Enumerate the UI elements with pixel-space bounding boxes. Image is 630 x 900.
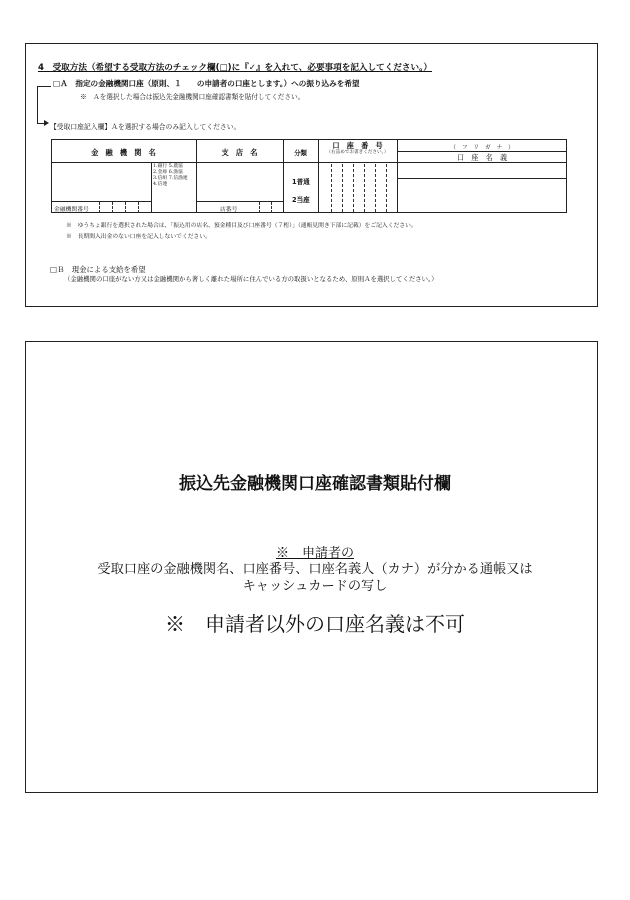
furigana-input[interactable]: [398, 163, 566, 177]
attachment-desc-line2: キャッシュカードの写し: [242, 579, 388, 594]
option-b-checkbox-label[interactable]: □Ｂ 現金による支給を希望: [50, 265, 146, 274]
note-dormant: ※ 長期間入出金のない口座を記入しないでください。: [66, 234, 211, 240]
type-current[interactable]: 2当座: [292, 196, 310, 204]
account-number-input[interactable]: [319, 163, 396, 212]
option-a-checkbox-label[interactable]: □Ａ 指定の金融機関口座（原則、１ の申請者の口座とします。）への振り込みを希望: [53, 79, 360, 88]
digit-divider: [99, 202, 100, 213]
digit-divider: [138, 202, 139, 213]
type-ordinary[interactable]: 1普通: [292, 178, 310, 186]
table-divider: [196, 201, 283, 202]
bank-type-credit-fed[interactable]: 4.信連: [153, 182, 168, 187]
branch-name-input[interactable]: [197, 163, 282, 200]
section-title: 4 受取方法（希望する受取方法のチェック欄(□)に『✓』を入れて、必要事項を記入してください。）: [38, 63, 432, 73]
header-furigana: （ フ リ ガ ナ ）: [450, 145, 514, 151]
digit-divider: [271, 202, 272, 213]
header-type: 分類: [294, 149, 307, 157]
header-account-holder: 口 座 名 義: [456, 153, 508, 162]
header-branch-name: 支 店 名: [221, 148, 258, 157]
bank-type-shinkin[interactable]: 2.金庫: [153, 170, 168, 175]
table-divider: [151, 162, 152, 213]
option-a-note: ※ Ａを選択した場合は振込先金融機関口座確認書類を貼付してください。: [80, 93, 305, 101]
digit-divider: [112, 202, 113, 213]
arrow-line: [37, 86, 51, 87]
bank-type-credit-union[interactable]: 3.信組: [153, 176, 168, 181]
note-yucho: ※ ゆうちょ銀行を選択された場合は、「振込用の店名、預金種目及び口座番号（７桁）」（通帳見開き下部に記載）をご記入ください。: [66, 223, 417, 229]
bank-type-bank[interactable]: 1.銀行: [153, 164, 168, 169]
attachment-title: 振込先金融機関口座確認書類貼付欄: [179, 474, 451, 494]
bank-type-list: [153, 164, 188, 188]
entry-heading: 【受取口座記入欄】Ａを選択する場合のみ記入してください。: [50, 123, 241, 131]
bank-code-label: 金融機関番号: [54, 207, 89, 213]
arrow-line: [37, 86, 38, 123]
arrow-right-icon: [44, 120, 49, 126]
table-divider: [51, 201, 151, 202]
digit-divider: [125, 202, 126, 213]
bank-name-input[interactable]: [52, 163, 150, 200]
account-holder-input[interactable]: [398, 179, 566, 212]
header-account-note: （右詰めでお書きください。）: [326, 150, 389, 155]
table-divider: [397, 151, 567, 152]
header-bank-name: 金 融 機 関 名: [91, 148, 156, 157]
digit-divider: [259, 202, 260, 213]
attachment-warning: ※ 申請者以外の口座名義は不可: [165, 612, 465, 636]
attachment-ref: ※ 申請者の: [275, 546, 354, 561]
bank-type-fishery[interactable]: 6.漁協: [168, 170, 183, 175]
bank-type-fishery-fed[interactable]: 7.信漁連: [168, 176, 188, 181]
option-b-note: （金融機関の口座がない方又は金融機関から著しく離れた場所に住んでいる方の取扱いとなるため、原則Ａを選択してください。）: [64, 275, 438, 283]
branch-code-label: 店番号: [220, 207, 238, 213]
bank-type-agri[interactable]: 5.農協: [168, 164, 183, 169]
attachment-desc-line1: 受取口座の金融機関名、口座番号、口座名義人（カナ）が分かる通帳又は: [97, 562, 533, 577]
header-account-number: 口 座 番 号: [332, 141, 383, 150]
